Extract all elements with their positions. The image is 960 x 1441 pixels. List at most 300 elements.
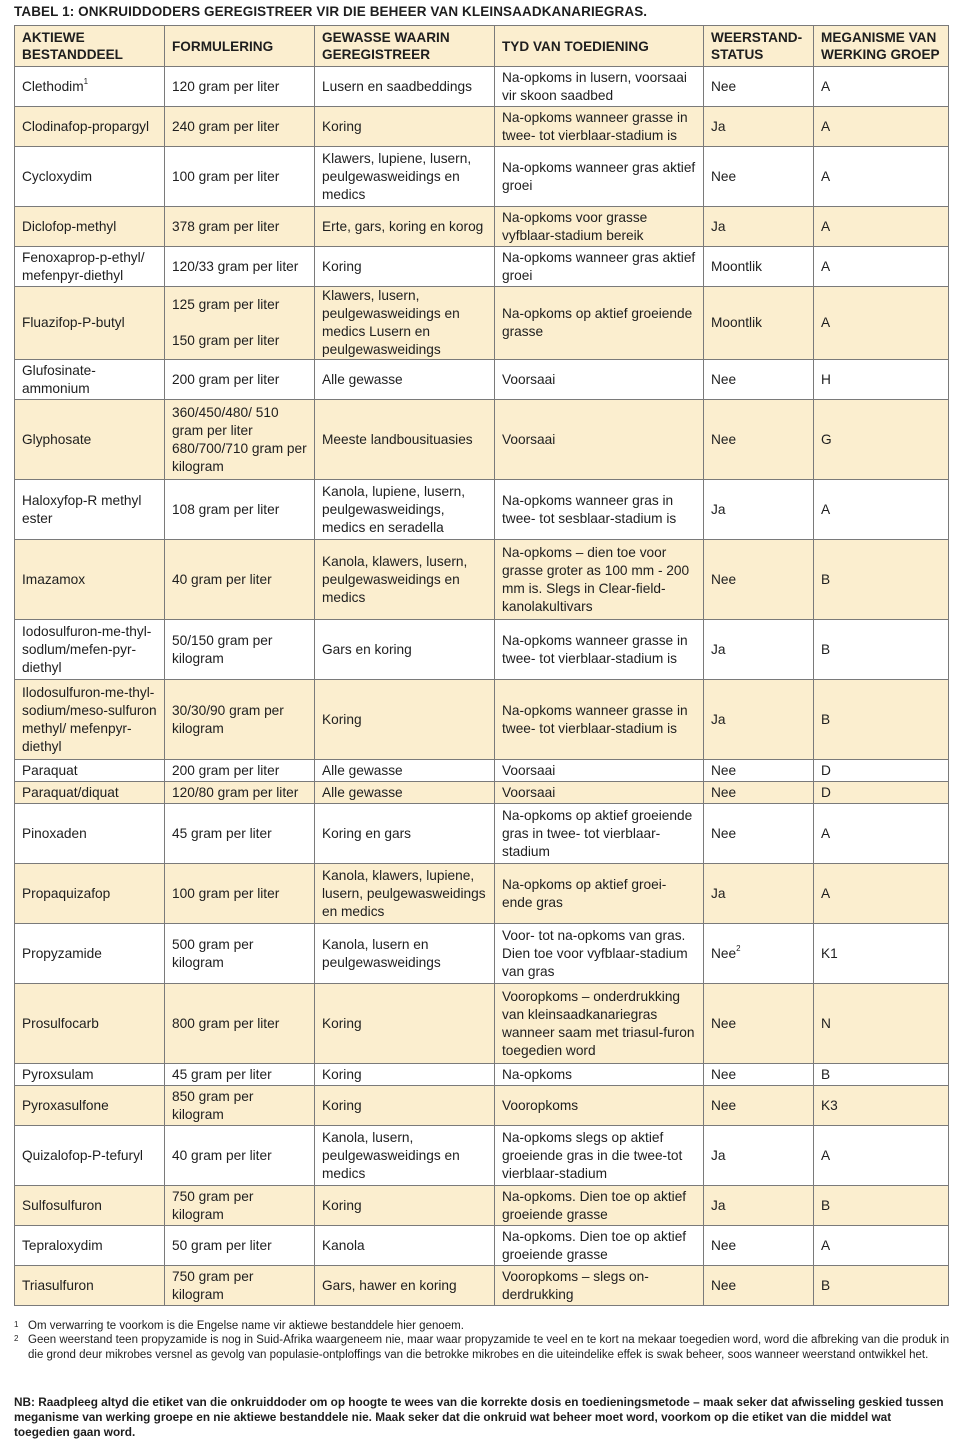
ingredient-cell <box>15 1226 165 1266</box>
crops-cell <box>315 540 495 620</box>
crops-cell <box>315 620 495 680</box>
status-cell <box>704 207 814 247</box>
crops-cell <box>315 1064 495 1086</box>
crops-cell <box>315 400 495 480</box>
group-cell <box>814 1266 949 1306</box>
timing-cell <box>495 804 704 864</box>
status-text: Ja <box>711 711 726 727</box>
timing-text: Na-opkoms op aktief groeiende gras in twee- tot vierblaar-stadium <box>502 807 693 859</box>
formulation-cell <box>165 1186 315 1226</box>
footnote-mark: 2 <box>14 1334 19 1343</box>
table-row <box>15 1086 949 1126</box>
table-row <box>15 804 949 864</box>
timing-text: Na-opkoms wanneer gras aktief groei <box>502 249 696 283</box>
status-cell <box>704 247 814 287</box>
table-row <box>15 107 949 147</box>
crops-cell <box>315 67 495 107</box>
table-row <box>15 984 949 1064</box>
status-cell <box>704 67 814 107</box>
crops-cell <box>315 1266 495 1306</box>
timing-cell <box>495 360 704 400</box>
formulation-cell <box>165 1126 315 1186</box>
header-group: MEGANISME VAN WERKING GROEP <box>814 26 949 67</box>
timing-cell <box>495 247 704 287</box>
table-header-row <box>15 26 949 67</box>
timing-text: Na-opkoms in lusern, voorsaai vir skoon saadbed <box>502 69 687 103</box>
crops-text: Lusern en saadbeddings <box>322 78 472 94</box>
ingredient-text: Imazamox <box>22 571 86 587</box>
timing-cell <box>495 1086 704 1126</box>
table-row <box>15 680 949 760</box>
footnote-text: Geen weerstand teen propyzamide is nog in Suid-Afrika waargeneem nie, maar waar propyzamide te veel en te kort na mekaar toegedien word, word die afbreking van die produk in die grond deur mikrobes versnel as gevolg van populasie-ontploffings van die betrokke mikrobes en die uiteindelike effek is swak beheer, soos wanneer weerstand ontwikkel het. <box>28 1334 950 1361</box>
group-text: B <box>821 711 831 727</box>
group-text: N <box>821 1015 831 1031</box>
ingredient-cell <box>15 360 165 400</box>
ingredient-text: Glufosinate-ammonium <box>22 362 96 396</box>
table-row <box>15 287 949 360</box>
crops-cell <box>315 864 495 924</box>
timing-text: Na-opkoms op aktief groei-ende gras <box>502 876 667 910</box>
formulation-cell <box>165 782 315 804</box>
ingredient-cell <box>15 207 165 247</box>
timing-text: Na-opkoms voor grasse vyfblaar-stadium bereik <box>502 209 648 243</box>
crops-text: Alle gewasse <box>322 784 403 800</box>
crops-cell <box>315 760 495 782</box>
table-title: TABEL 1: ONKRUIDDODERS GEREGISTREER VIR DIE BEHEER VAN KLEINSAADKANARIEGRAS. <box>14 4 648 19</box>
timing-text: Na-opkoms slegs op aktief groeiende gras in die twee-tot vierblaar-stadium <box>502 1129 683 1181</box>
timing-text: Na-opkoms wanneer grasse in twee- tot vierblaar-stadium is <box>502 109 688 143</box>
table-row <box>15 1186 949 1226</box>
status-cell <box>704 107 814 147</box>
crops-text: Erte, gars, koring en korog <box>322 218 484 234</box>
timing-cell <box>495 1186 704 1226</box>
timing-text: Na-opkoms wanneer grasse in twee- tot vierblaar-stadium is <box>502 632 688 666</box>
ingredient-text: Iodosulfuron-me-thyl-sodlum/mefen-pyr- diethyl <box>22 623 152 675</box>
ingredient-text: Cycloxydim <box>22 168 92 184</box>
group-cell <box>814 760 949 782</box>
ingredient-cell <box>15 1086 165 1126</box>
crops-text: Kanola, lupiene, lusern, peulgewasweidings, medics en seradella <box>322 483 466 535</box>
formulation-cell <box>165 1226 315 1266</box>
table-row <box>15 1266 949 1306</box>
status-cell <box>704 400 814 480</box>
header-status: WEERSTAND-STATUS <box>704 26 814 67</box>
crops-text: Kanola, klawers, lusern, peulgewasweidings en medics <box>322 553 468 605</box>
formulation-text: 500 gram per kilogram <box>172 936 254 970</box>
timing-cell <box>495 680 704 760</box>
timing-cell <box>495 480 704 540</box>
timing-text: Vooropkoms – onderdrukking van kleinsaadkanariegras wanneer saam met triasul-furon toegedien word <box>502 988 695 1058</box>
status-text: Nee <box>711 825 737 841</box>
crops-cell <box>315 480 495 540</box>
status-text: Moontlik <box>711 315 762 330</box>
group-text: A <box>821 315 831 330</box>
crops-cell <box>315 1126 495 1186</box>
timing-cell <box>495 620 704 680</box>
group-text: B <box>821 1197 831 1213</box>
ingredient-text: Ilodosulfuron-me-thyl-sodium/meso-sulfuron methyl/ mefenpyr-diethyl <box>22 684 157 754</box>
crops-text: Koring <box>322 1197 362 1213</box>
ingredient-text: Prosulfocarb <box>22 1015 99 1031</box>
timing-cell <box>495 207 704 247</box>
ingredient-text: Diclofop-methyl <box>22 218 117 234</box>
crops-text: Alle gewasse <box>322 762 403 778</box>
crops-text: Koring <box>322 118 362 134</box>
ingredient-cell <box>15 147 165 207</box>
formulation-cell <box>165 864 315 924</box>
formulation-cell <box>165 67 315 107</box>
crops-text: Koring en gars <box>322 825 412 841</box>
group-text: G <box>821 431 832 447</box>
group-cell <box>814 247 949 287</box>
status-cell <box>704 680 814 760</box>
timing-text: Voorsaai <box>502 371 556 387</box>
crops-text: Kanola <box>322 1237 365 1253</box>
formulation-text: 100 gram per liter <box>172 885 280 901</box>
table-row <box>15 360 949 400</box>
ingredient-text: Sulfosulfuron <box>22 1197 102 1213</box>
ingredient-text: Clodinafop-propargyl <box>22 118 150 134</box>
header-ingredient: AKTIEWE BESTANDDEEL <box>15 26 165 67</box>
ingredient-cell <box>15 760 165 782</box>
timing-text: Na-opkoms – dien toe voor grasse groter as 100 mm - 200 mm is. Slegs in Clear-field-kanolakultivars <box>502 544 690 614</box>
formulation-text: 750 gram per kilogram <box>172 1188 254 1222</box>
ingredient-text: Fluazifop-P-butyl <box>22 315 125 330</box>
table-row <box>15 924 949 984</box>
formulation-text: 800 gram per liter <box>172 1015 280 1031</box>
group-text: D <box>821 762 831 778</box>
group-cell <box>814 107 949 147</box>
formulation-cell <box>165 247 315 287</box>
crops-text: Alle gewasse <box>322 371 403 387</box>
status-text: Nee <box>711 1097 737 1113</box>
crops-cell <box>315 207 495 247</box>
status-cell <box>704 924 814 984</box>
formulation-cell <box>165 107 315 147</box>
note-text: NB: Raadpleeg altyd die etiket van die onkruiddoder om op hoogte te wees van die korrekte dosis en toedieningsmetode – maak seker dat afwisseling geskied tussen meganisme van werking groepe en nie aktiewe bestanddele nie. Maak seker dat die onkruid wat beheer moet word, voorkom op die etiket van die middel wat toegedien gaan word. <box>14 1395 944 1439</box>
table-row <box>15 1126 949 1186</box>
crops-text: Kanola, klawers, lupiene, lusern, peulgewasweidings en medics <box>322 867 486 919</box>
header-formulation: FORMULERING <box>165 26 315 67</box>
crops-text: Klawers, lusern, peulgewasweidings en medics Lusern en peulgewasweidings <box>322 288 460 357</box>
status-text: Nee <box>711 371 737 387</box>
group-text: B <box>821 1277 831 1293</box>
ingredient-text: Propaquizafop <box>22 885 111 901</box>
status-cell <box>704 287 814 360</box>
formulation-cell <box>165 360 315 400</box>
status-text: Ja <box>711 885 726 901</box>
footnote <box>14 1333 950 1362</box>
crops-cell <box>315 1086 495 1126</box>
formulation-text: 750 gram per kilogram <box>172 1268 254 1302</box>
crops-text: Kanola, lusern en peulgewasweidings <box>322 936 441 970</box>
ingredient-cell <box>15 620 165 680</box>
formulation-text: 125 gram per liter 150 gram per liter <box>172 297 280 348</box>
group-cell <box>814 360 949 400</box>
group-text: A <box>821 168 831 184</box>
timing-text: Na-opkoms. Dien toe op aktief groeiende grasse <box>502 1188 687 1222</box>
status-text: Nee <box>711 431 737 447</box>
header-timing: TYD VAN TOEDIENING <box>495 26 704 67</box>
ingredient-text: Paraquat <box>22 762 78 778</box>
status-cell <box>704 540 814 620</box>
crops-text: Koring <box>322 711 362 727</box>
timing-text: Vooropkoms <box>502 1097 579 1113</box>
status-text: Ja <box>711 641 726 657</box>
status-text: Nee <box>711 571 737 587</box>
ingredient-cell <box>15 864 165 924</box>
group-text: A <box>821 258 831 274</box>
group-text: H <box>821 371 831 387</box>
crops-text: Klawers, lupiene, lusern, peulgewasweidings en medics <box>322 150 472 202</box>
ingredient-cell <box>15 1186 165 1226</box>
formulation-text: 108 gram per liter <box>172 501 280 517</box>
status-cell <box>704 1086 814 1126</box>
group-cell <box>814 67 949 107</box>
formulation-text: 360/450/480/ 510 gram per liter 680/700/710 gram per kilogram <box>172 404 307 474</box>
ingredient-cell <box>15 107 165 147</box>
ingredient-text: Pinoxaden <box>22 825 87 841</box>
group-text: K1 <box>821 945 838 961</box>
footnote-reference: 1 <box>83 76 89 86</box>
formulation-cell <box>165 207 315 247</box>
status-cell <box>704 1126 814 1186</box>
group-cell <box>814 1064 949 1086</box>
status-cell <box>704 1064 814 1086</box>
status-text: Nee <box>711 784 737 800</box>
formulation-text: 200 gram per liter <box>172 371 280 387</box>
formulation-text: 240 gram per liter <box>172 118 280 134</box>
timing-text: Na-opkoms wanneer grasse in twee- tot vierblaar-stadium is <box>502 702 688 736</box>
formulation-text: 850 gram per kilogram <box>172 1088 254 1122</box>
herbicide-table <box>14 25 949 1306</box>
crops-text: Gars en koring <box>322 641 412 657</box>
formulation-text: 45 gram per liter <box>172 1066 272 1082</box>
ingredient-cell <box>15 1266 165 1306</box>
ingredient-text: Quizalofop-P-tefuryl <box>22 1147 143 1163</box>
ingredient-text: Tepraloxydim <box>22 1237 103 1253</box>
formulation-cell <box>165 147 315 207</box>
formulation-text: 120 gram per liter <box>172 78 280 94</box>
timing-cell <box>495 147 704 207</box>
group-text: A <box>821 501 831 517</box>
formulation-text: 40 gram per liter <box>172 1147 272 1163</box>
group-cell <box>814 1086 949 1126</box>
formulation-cell <box>165 1266 315 1306</box>
crops-text: Koring <box>322 1066 362 1082</box>
status-text: Ja <box>711 501 726 517</box>
formulation-cell <box>165 1064 315 1086</box>
group-cell <box>814 480 949 540</box>
timing-text: Na-opkoms wanneer gras in twee- tot sesblaar-stadium is <box>502 492 677 526</box>
ingredient-cell <box>15 400 165 480</box>
group-text: B <box>821 1066 831 1082</box>
status-cell <box>704 360 814 400</box>
timing-cell <box>495 107 704 147</box>
formulation-text: 30/30/90 gram per kilogram <box>172 702 284 736</box>
formulation-text: 40 gram per liter <box>172 571 272 587</box>
formulation-text: 50 gram per liter <box>172 1237 272 1253</box>
timing-cell <box>495 760 704 782</box>
group-text: B <box>821 641 831 657</box>
group-text: A <box>821 1237 831 1253</box>
timing-cell <box>495 287 704 360</box>
status-text: Nee <box>711 1237 737 1253</box>
ingredient-cell <box>15 247 165 287</box>
formulation-text: 50/150 gram per kilogram <box>172 632 273 666</box>
group-cell <box>814 782 949 804</box>
crops-text: Koring <box>322 1015 362 1031</box>
formulation-cell <box>165 760 315 782</box>
ingredient-cell <box>15 984 165 1064</box>
timing-cell <box>495 1064 704 1086</box>
status-text: Nee <box>711 1066 737 1082</box>
status-cell <box>704 1186 814 1226</box>
group-text: A <box>821 118 831 134</box>
status-cell <box>704 782 814 804</box>
formulation-cell <box>165 984 315 1064</box>
formulation-text: 200 gram per liter <box>172 762 280 778</box>
formulation-cell <box>165 480 315 540</box>
status-text: Ja <box>711 1147 726 1163</box>
ingredient-cell <box>15 1126 165 1186</box>
group-cell <box>814 540 949 620</box>
formulation-text: 378 gram per liter <box>172 218 280 234</box>
ingredient-cell <box>15 804 165 864</box>
timing-cell <box>495 864 704 924</box>
group-cell <box>814 207 949 247</box>
ingredient-cell <box>15 1064 165 1086</box>
timing-text: Voorsaai <box>502 431 556 447</box>
table-row <box>15 67 949 107</box>
timing-cell <box>495 540 704 620</box>
status-text: Nee <box>711 78 737 94</box>
crops-cell <box>315 984 495 1064</box>
group-cell <box>814 1226 949 1266</box>
group-text: A <box>821 78 831 94</box>
group-cell <box>814 864 949 924</box>
group-cell <box>814 287 949 360</box>
group-cell <box>814 804 949 864</box>
status-text: Nee <box>711 762 737 778</box>
table-row <box>15 207 949 247</box>
ingredient-text: Pyroxsulam <box>22 1066 94 1082</box>
crops-cell <box>315 804 495 864</box>
group-cell <box>814 1126 949 1186</box>
table-row <box>15 1064 949 1086</box>
group-cell <box>814 924 949 984</box>
ingredient-cell <box>15 67 165 107</box>
group-text: A <box>821 885 831 901</box>
table-row <box>15 480 949 540</box>
ingredient-cell <box>15 480 165 540</box>
group-text: D <box>821 784 831 800</box>
crops-cell <box>315 782 495 804</box>
status-text: Ja <box>711 218 726 234</box>
status-cell <box>704 480 814 540</box>
timing-cell <box>495 782 704 804</box>
status-text: Nee <box>711 1277 737 1293</box>
crops-text: Koring <box>322 258 362 274</box>
formulation-text: 120/33 gram per liter <box>172 258 299 274</box>
timing-text: Vooropkoms – slegs on-derdrukking <box>502 1268 649 1302</box>
crops-cell <box>315 287 495 360</box>
crops-text: Gars, hawer en koring <box>322 1277 457 1293</box>
formulation-text: 45 gram per liter <box>172 825 272 841</box>
timing-cell <box>495 924 704 984</box>
table-body <box>15 67 949 1306</box>
group-cell <box>814 680 949 760</box>
footnote-text: Om verwarring te voorkom is die Engelse name vir aktiewe bestanddele hier genoem. <box>28 1320 464 1332</box>
ingredient-cell <box>15 680 165 760</box>
ingredient-text: Fenoxaprop-p-ethyl/ mefenpyr-diethyl <box>22 249 145 283</box>
timing-cell <box>495 984 704 1064</box>
status-text: Nee <box>711 1015 737 1031</box>
group-text: A <box>821 825 831 841</box>
timing-cell <box>495 1126 704 1186</box>
group-cell <box>814 1186 949 1226</box>
group-text: K3 <box>821 1097 838 1113</box>
timing-text: Na-opkoms <box>502 1066 572 1082</box>
status-cell <box>704 804 814 864</box>
formulation-text: 120/80 gram per liter <box>172 784 299 800</box>
timing-text: Voorsaai <box>502 762 556 778</box>
status-cell <box>704 620 814 680</box>
status-text: Ja <box>711 1197 726 1213</box>
status-text: Ja <box>711 118 726 134</box>
status-cell <box>704 147 814 207</box>
crops-cell <box>315 107 495 147</box>
footnote <box>14 1319 950 1334</box>
group-cell <box>814 620 949 680</box>
status-text: Moontlik <box>711 258 762 274</box>
formulation-cell <box>165 924 315 984</box>
timing-cell <box>495 400 704 480</box>
formulation-cell <box>165 540 315 620</box>
table-row <box>15 760 949 782</box>
group-text: B <box>821 571 831 587</box>
footnote-mark: 1 <box>14 1320 19 1329</box>
crops-cell <box>315 247 495 287</box>
timing-text: Na-opkoms. Dien toe op aktief groeiende grasse <box>502 1228 687 1262</box>
table-row <box>15 540 949 620</box>
status-cell <box>704 864 814 924</box>
formulation-cell <box>165 680 315 760</box>
table-row <box>15 864 949 924</box>
timing-text: Voor- tot na-opkoms van gras. Dien toe voor vyfblaar-stadium van gras <box>502 927 688 979</box>
crops-text: Kanola, lusern, peulgewasweidings en medics <box>322 1129 460 1181</box>
ingredient-text: Pyroxasulfone <box>22 1097 109 1113</box>
formulation-text: 100 gram per liter <box>172 168 280 184</box>
ingredient-text: Haloxyfop-R methyl ester <box>22 492 142 526</box>
group-cell <box>814 984 949 1064</box>
group-text: A <box>821 218 831 234</box>
ingredient-text: Paraquat/diquat <box>22 784 119 800</box>
timing-cell <box>495 67 704 107</box>
ingredient-cell <box>15 287 165 360</box>
formulation-cell <box>165 287 315 360</box>
ingredient-text: Propyzamide <box>22 945 102 961</box>
formulation-cell <box>165 400 315 480</box>
crops-cell <box>315 147 495 207</box>
ingredient-text: Glyphosate <box>22 431 92 447</box>
ingredient-cell <box>15 924 165 984</box>
table-row <box>15 247 949 287</box>
timing-cell <box>495 1266 704 1306</box>
table-row <box>15 782 949 804</box>
crops-cell <box>315 680 495 760</box>
status-text: Nee <box>711 168 737 184</box>
